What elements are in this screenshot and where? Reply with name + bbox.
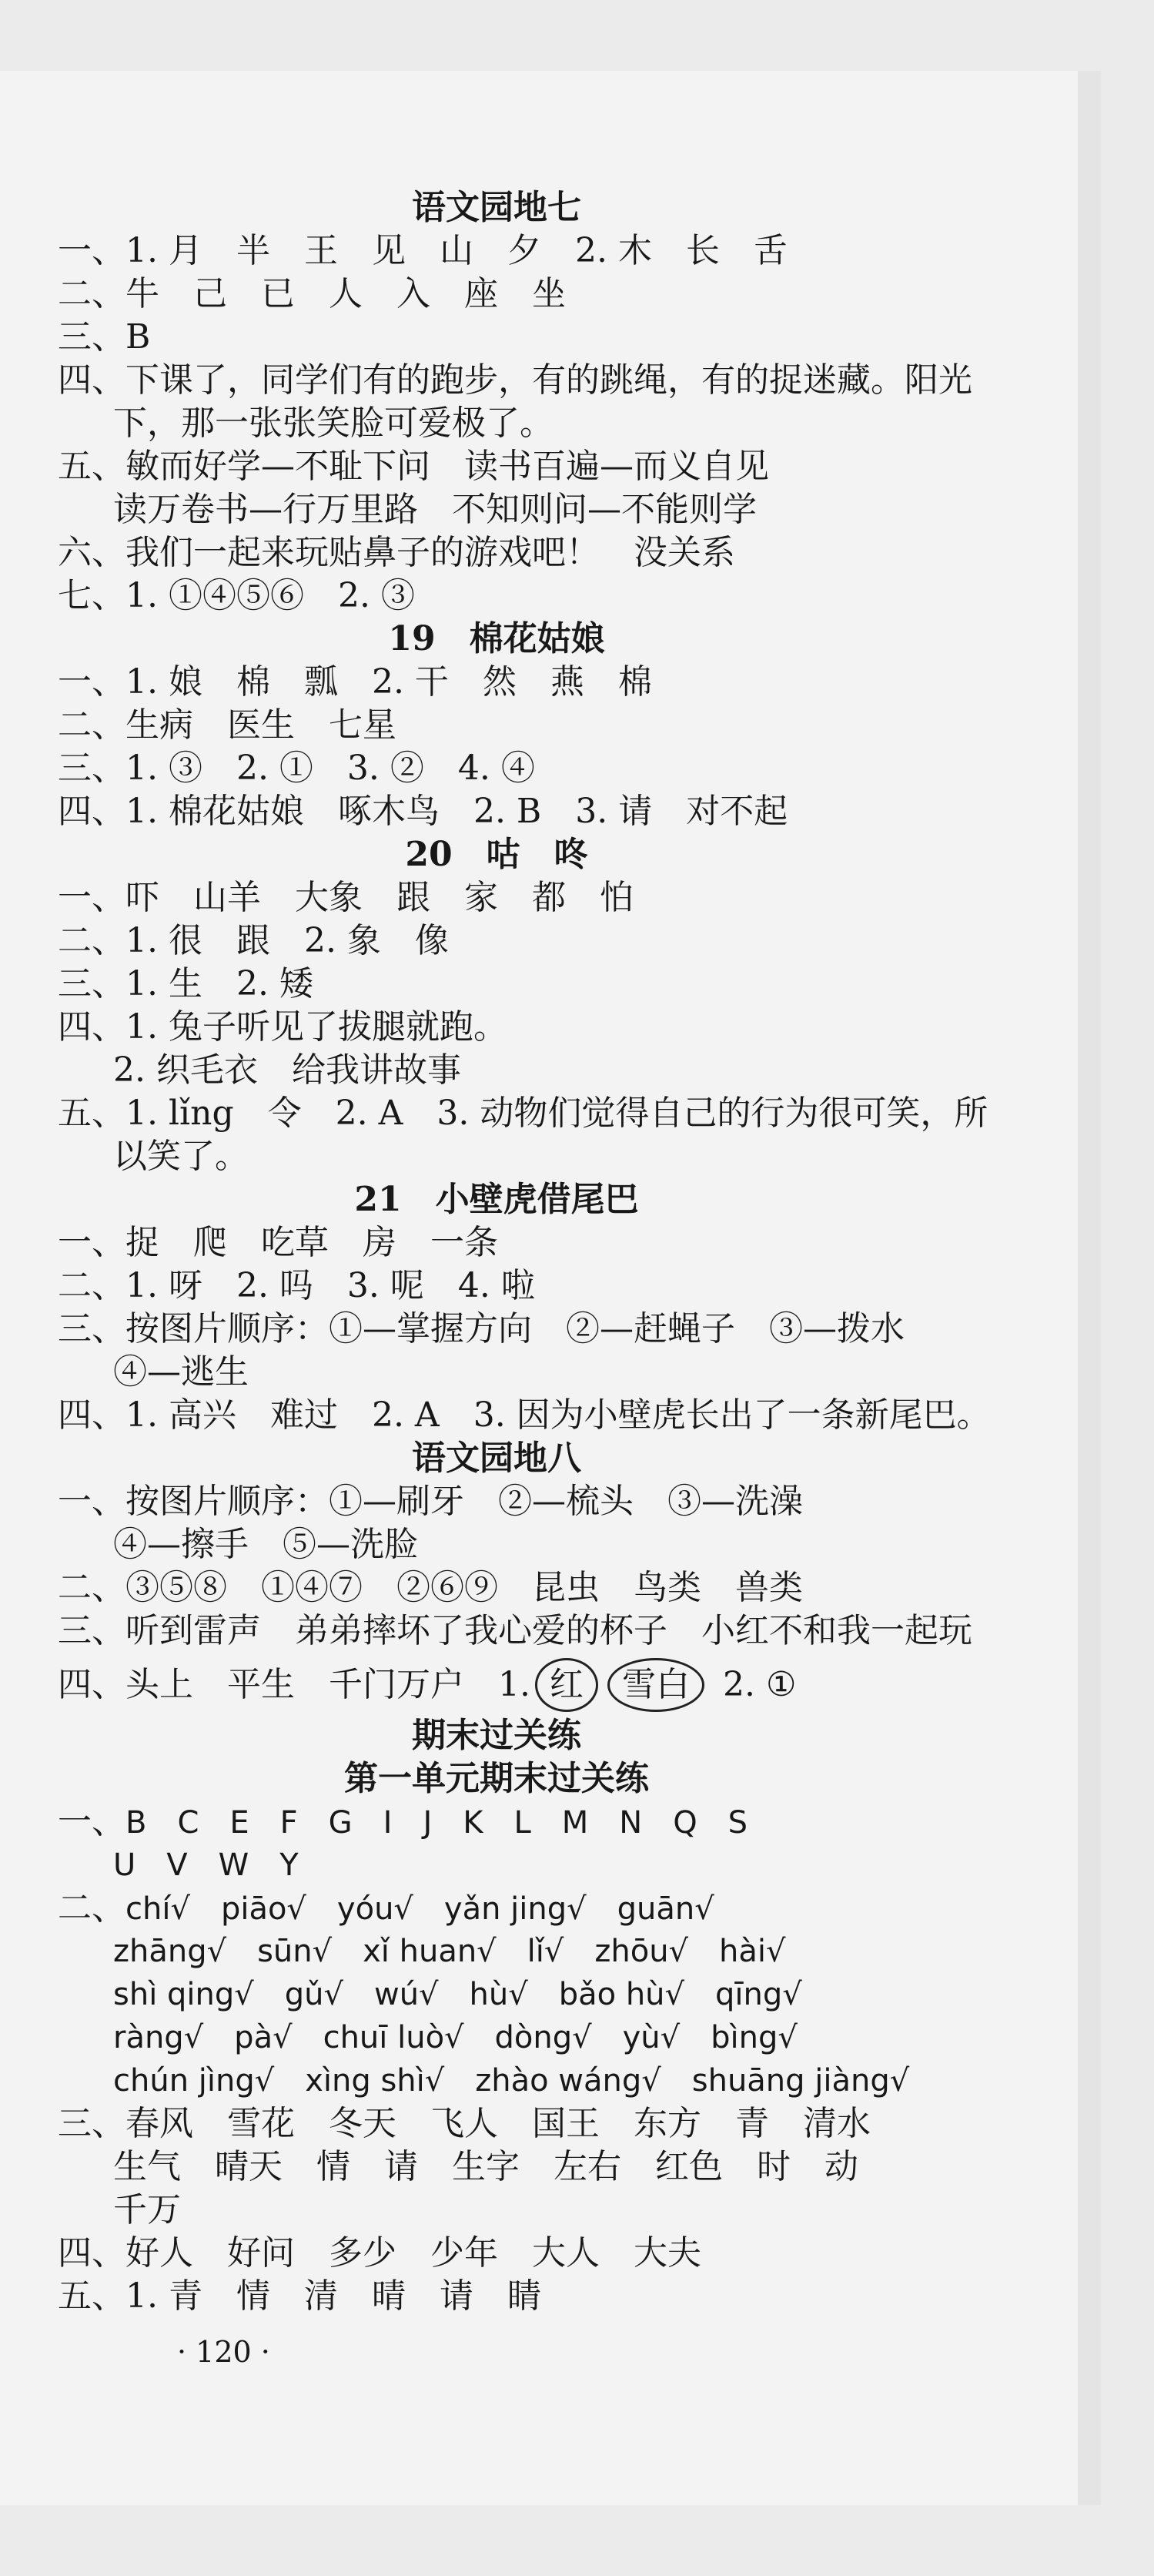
section-title: 19 棉花姑娘 (388, 619, 605, 658)
answer-line-continued: 千万 (113, 2190, 181, 2229)
answer-line: 四、1. 兔子听见了拔腿就跑。 (58, 1007, 507, 1047)
answer-line: 一、捉 爬 吃草 房 一条 (58, 1223, 498, 1262)
pinyin-line: U V W Y (113, 1847, 299, 1883)
answer-line: 四、好人 好问 多少 少年 大人 大夫 (58, 2233, 701, 2273)
answer-line: 三、听到雷声 弟弟摔坏了我心爱的杯子 小红不和我一起玩 (58, 1611, 972, 1650)
answer-line: 四、下课了，同学们有的跑步，有的跳绳，有的捉迷藏。阳光 (58, 360, 972, 400)
answer-text: 2. ① (722, 1665, 797, 1704)
answer-line: 二、③⑤⑧ ①④⑦ ②⑥⑨ 昆虫 鸟类 兽类 (58, 1568, 803, 1607)
section-title: 期末过关练 (412, 1716, 581, 1755)
page-number: · 120 · (177, 2335, 270, 2369)
answer-page (0, 71, 1101, 2505)
answer-line: 三、春风 雪花 冬天 飞人 国王 东方 青 清水 (58, 2104, 871, 2143)
answer-line-continued: 生气 晴天 情 请 生字 左右 红色 时 动 (113, 2147, 858, 2186)
circled-answer: 红 (535, 1658, 598, 1712)
answer-text: 四、头上 平生 千门万户 1. (58, 1665, 530, 1704)
answer-line-continued: 下，那一张张笑脸可爱极了。 (113, 404, 554, 443)
answer-line: 二、牛 己 已 人 入 座 坐 (58, 274, 566, 313)
answer-line: 一、1. 月 半 王 见 山 夕 2. 木 长 舌 (58, 231, 788, 270)
answer-line: 三、1. ③ 2. ① 3. ② 4. ④ (58, 749, 535, 788)
answer-content (58, 186, 1101, 2318)
pinyin-line: zhāng√ sūn√ xǐ huan√ lǐ√ zhōu√ hài√ (113, 1934, 786, 1969)
answer-line: 五、1. 青 情 清 晴 请 睛 (58, 2276, 541, 2316)
pinyin-line: chún jìng√ xìng shì√ zhào wáng√ shuāng jiàng√ (113, 2063, 910, 2099)
answer-line: 四、1. 高兴 难过 2. A 3. 因为小壁虎长出了一条新尾巴。 (58, 1395, 991, 1435)
answer-line-continued: 读万卷书—行万里路 不知则问—不能则学 (113, 490, 757, 529)
answer-line: 二、1. 很 跟 2. 象 像 (58, 921, 449, 960)
pinyin-text: chí√ piāo√ yóu√ yǎn jing√ guān√ (125, 1891, 714, 1927)
answer-line: 一、按图片顺序：①—刷牙 ②—梳头 ③—洗澡 (58, 1482, 803, 1521)
section-title: 语文园地八 (412, 1439, 581, 1478)
answer-line-continued: ④—逃生 (113, 1352, 249, 1392)
answer-line: 二、1. 呀 2. 吗 3. 呢 4. 啦 (58, 1266, 535, 1305)
pinyin-text: B C E F G I J K L M N Q S (125, 1805, 748, 1841)
answer-line: 二、生病 医生 七星 (58, 705, 396, 745)
answer-line: 六、我们一起来玩贴鼻子的游戏吧！ 没关系 (58, 533, 735, 572)
answer-line: 五、1. lǐng 令 2. A 3. 动物们觉得自己的行为很可笑，所 (58, 1094, 988, 1133)
answer-line (58, 1887, 1101, 1930)
answer-line (58, 1801, 1101, 1844)
answer-line: 一、1. 娘 棉 瓢 2. 干 然 燕 棉 (58, 662, 652, 702)
circled-answer: 雪白 (607, 1658, 704, 1712)
answer-line-continued: 以笑了。 (113, 1137, 249, 1176)
answer-line: 七、1. ①④⑤⑥ 2. ③ (58, 576, 415, 615)
answer-line: 三、B (58, 317, 151, 357)
answer-line-continued: ④—擦手 ⑤—洗脸 (113, 1525, 418, 1564)
answer-line: 五、敏而好学—不耻下问 读书百遍—而义自见 (58, 447, 769, 486)
answer-line (58, 1656, 1101, 1714)
answer-line-continued: 2. 织毛衣 给我讲故事 (113, 1050, 461, 1090)
section-title: 语文园地七 (412, 188, 581, 227)
section-title: 第一单元期末过关练 (344, 1759, 649, 1798)
pinyin-line: shì qing√ gǔ√ wú√ hù√ bǎo hù√ qīng√ (113, 1977, 802, 2012)
answer-line: 四、1. 棉花姑娘 啄木鸟 2. B 3. 请 对不起 (58, 792, 788, 831)
answer-line: 三、1. 生 2. 矮 (58, 964, 313, 1003)
section-title: 21 小壁虎借尾巴 (354, 1180, 639, 1219)
question-number: 二、 (58, 1888, 125, 1928)
pinyin-line: ràng√ pà√ chuī luò√ dòng√ yù√ bìng√ (113, 2020, 798, 2055)
answer-line: 一、吓 山羊 大象 跟 家 都 怕 (58, 878, 634, 917)
question-number: 一、 (58, 1802, 125, 1841)
section-title: 20 咕 咚 (405, 835, 588, 874)
answer-line: 三、按图片顺序：①—掌握方向 ②—赶蝇子 ③—拨水 (58, 1309, 905, 1348)
